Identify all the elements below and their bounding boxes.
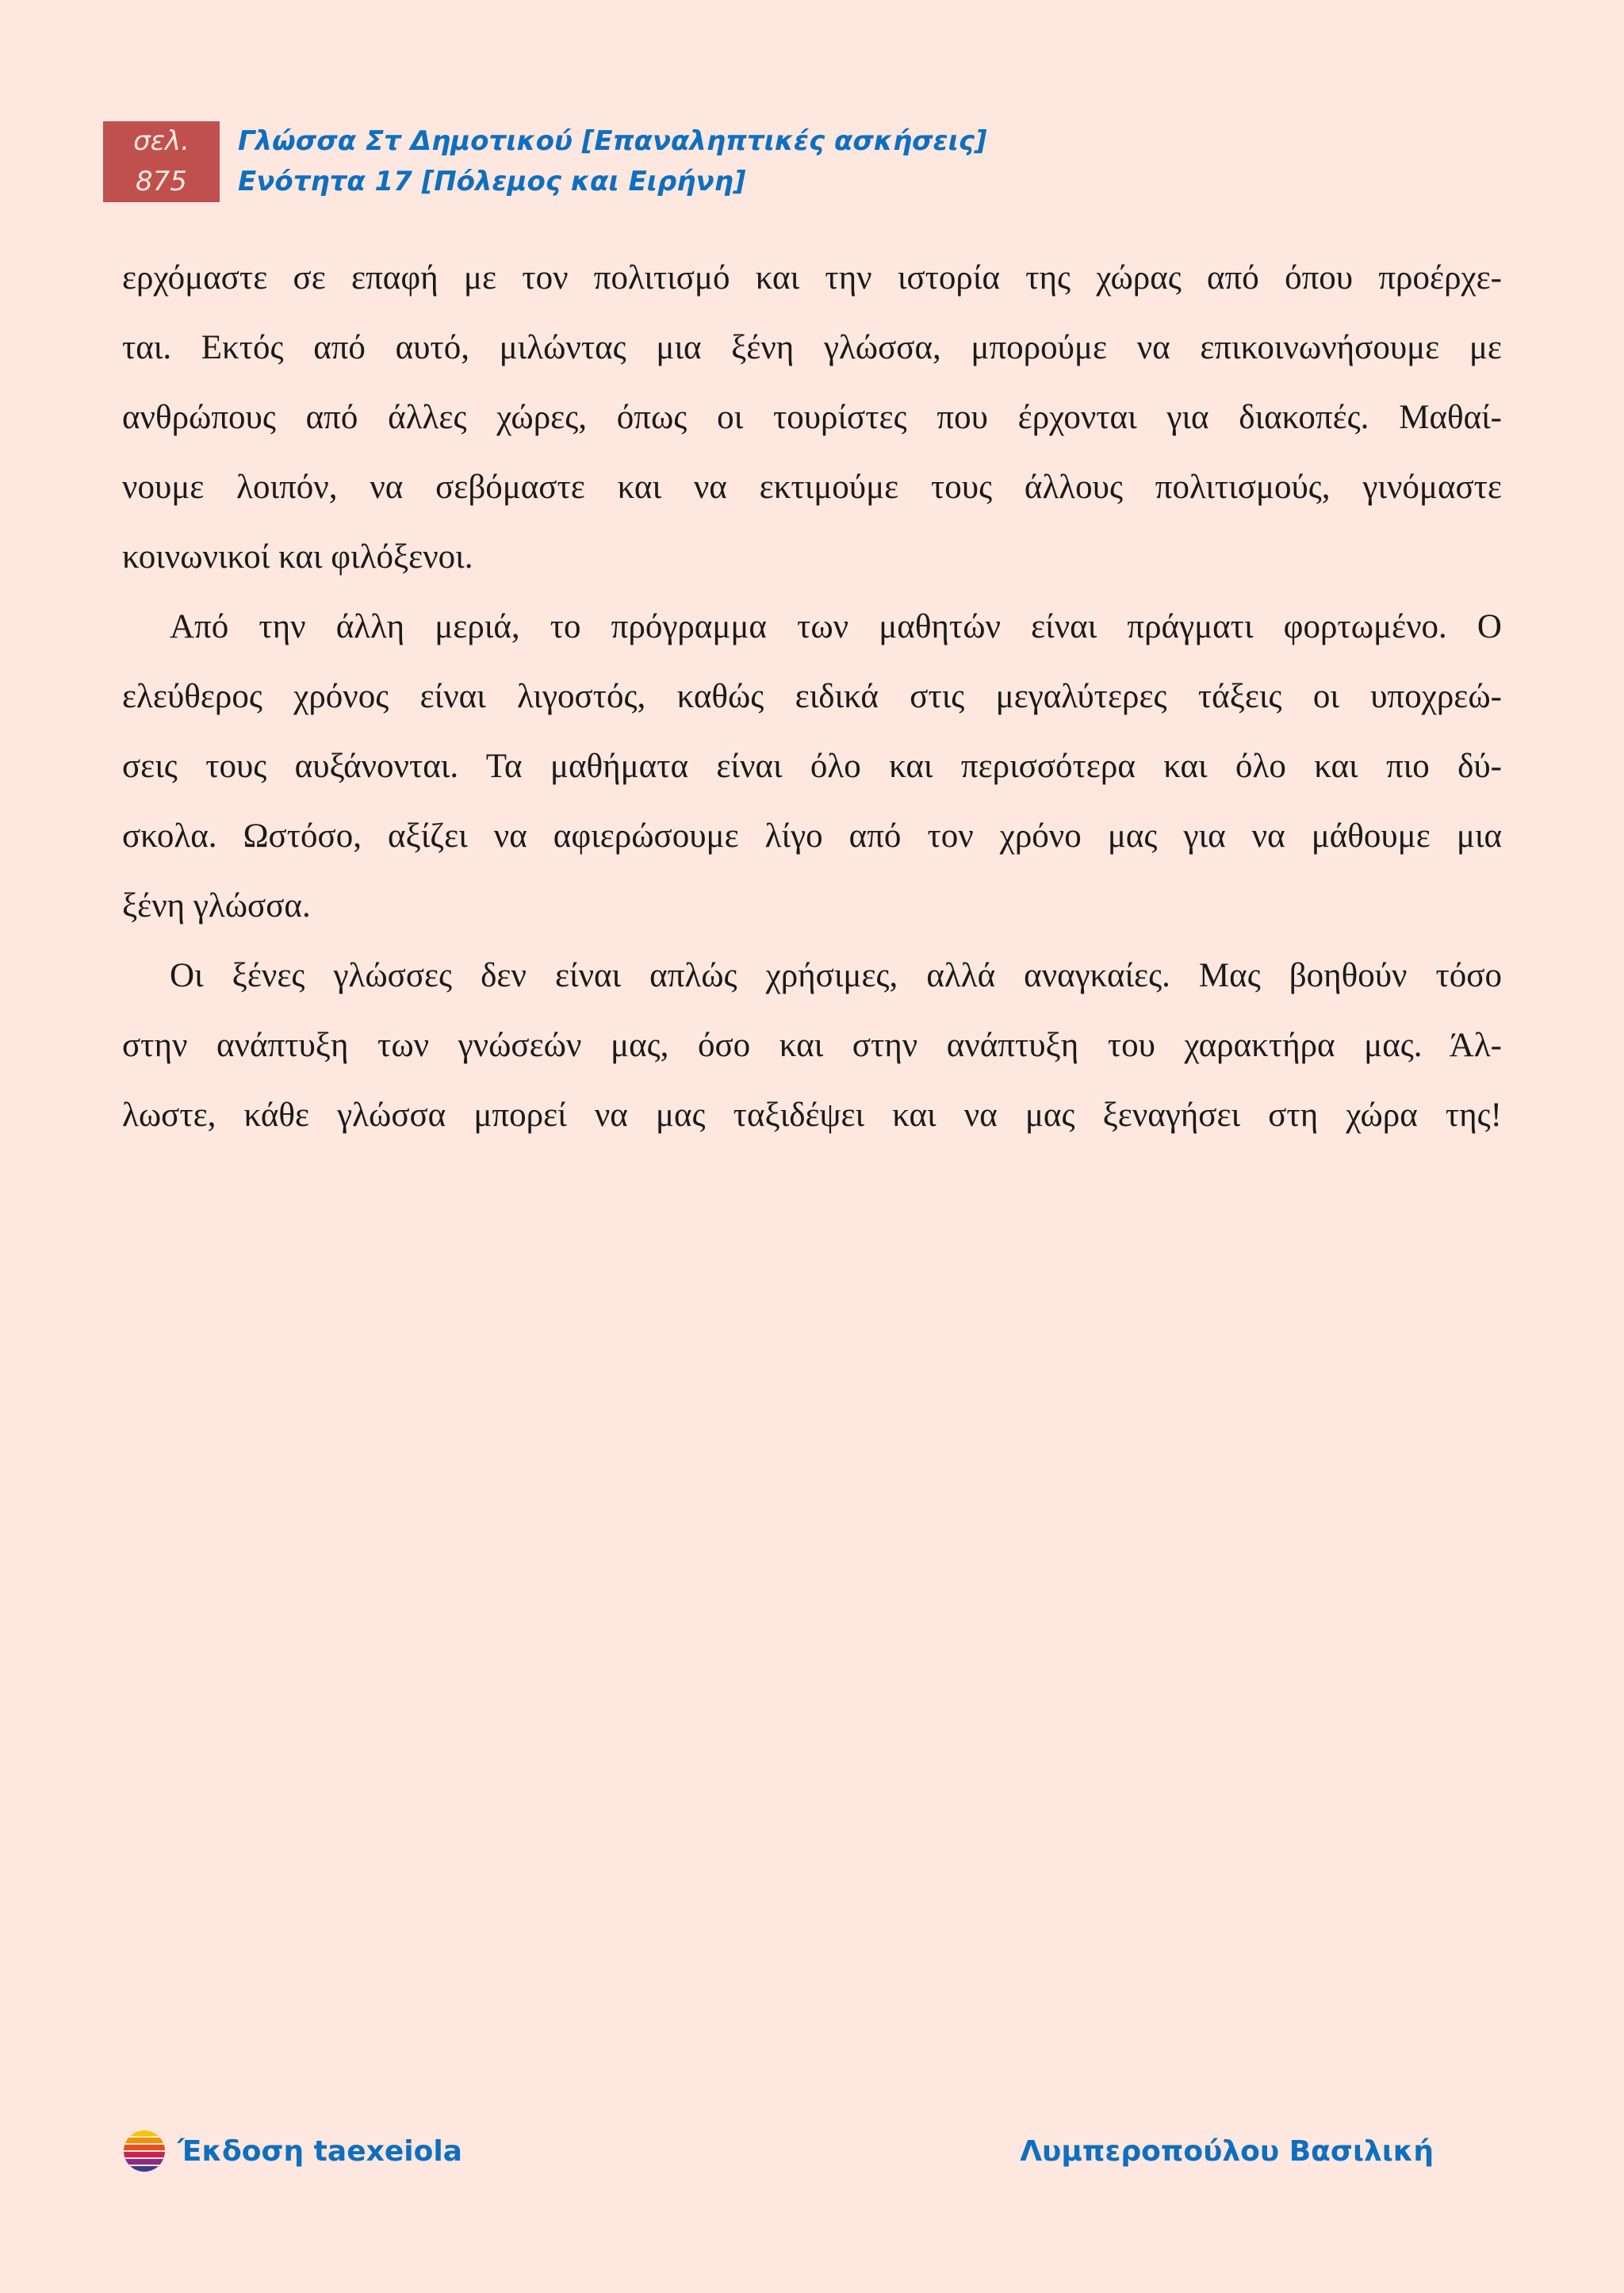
body-text — [122, 243, 1502, 1150]
page-header — [238, 121, 987, 202]
text-line: λωστε, κάθε γλώσσα μπορεί να μας ταξιδέψει και να μας ξεναγήσει στη χώρα της! — [122, 1097, 1502, 1134]
text-line: Οι ξένες γλώσσες δεν είναι απλώς χρήσιμες, αλλά αναγκαίες. Μας βοηθούν τόσο — [170, 957, 1502, 994]
footer-publisher — [122, 2127, 462, 2175]
text-line: νουμε λοιπόν, να σεβόμαστε και να εκτιμούμε τους άλλους πολιτισμούς, γινόμαστε — [122, 469, 1502, 506]
text-line: κοινωνικοί και φιλόξενοι. — [122, 538, 473, 576]
text-line: ανθρώπους από άλλες χώρες, όπως οι τουρίστες που έρχονται για διακοπές. Μαθαί- — [122, 399, 1502, 436]
page-number: 875 — [136, 166, 187, 197]
text-line: ται. Εκτός από αυτό, μιλώντας μια ξένη γλώσσα, μπορούμε να επικοινωνήσουμε με — [122, 329, 1502, 366]
unit-title: Ενότητα 17 [Πόλεμος και Ειρήνη] — [238, 166, 746, 197]
striped-sphere-logo-icon — [122, 2129, 167, 2173]
text-line: Από την άλλη μεριά, το πρόγραμμα των μαθητών είναι πράγματι φορτωμένο. Ο — [170, 608, 1502, 645]
text-line: ξένη γλώσσα. — [122, 887, 311, 924]
text-line: στην ανάπτυξη των γνώσεών μας, όσο και στην ανάπτυξη του χαρακτήρα μας. Άλ- — [122, 1027, 1502, 1064]
page-label: σελ. — [133, 125, 190, 157]
text-line: ερχόμαστε σε επαφή με τον πολιτισμό και την ιστορία της χώρας από όπου προέρχε- — [122, 259, 1502, 297]
book-title: Γλώσσα Στ Δημοτικού [Επαναληπτικές ασκήσεις] — [238, 125, 987, 157]
author-name: Λυμπεροπούλου Βασιλική — [1020, 2134, 1434, 2168]
text-line: ελεύθερος χρόνος είναι λιγοστός, καθώς ειδικά στις μεγαλύτερες τάξεις οι υποχρεώ- — [122, 678, 1502, 715]
text-line: σεις τους αυξάνονται. Τα μαθήματα είναι όλο και περισσότερα και όλο και πιο δύ- — [122, 748, 1502, 785]
footer-author — [1020, 2127, 1434, 2175]
text-line: σκολα. Ωστόσο, αξίζει να αφιερώσουμε λίγο από τον χρόνο μας για να μάθουμε μια — [122, 817, 1502, 855]
page-number-badge — [103, 121, 220, 202]
publisher-name: Έκδοση taexeiola — [178, 2134, 462, 2168]
